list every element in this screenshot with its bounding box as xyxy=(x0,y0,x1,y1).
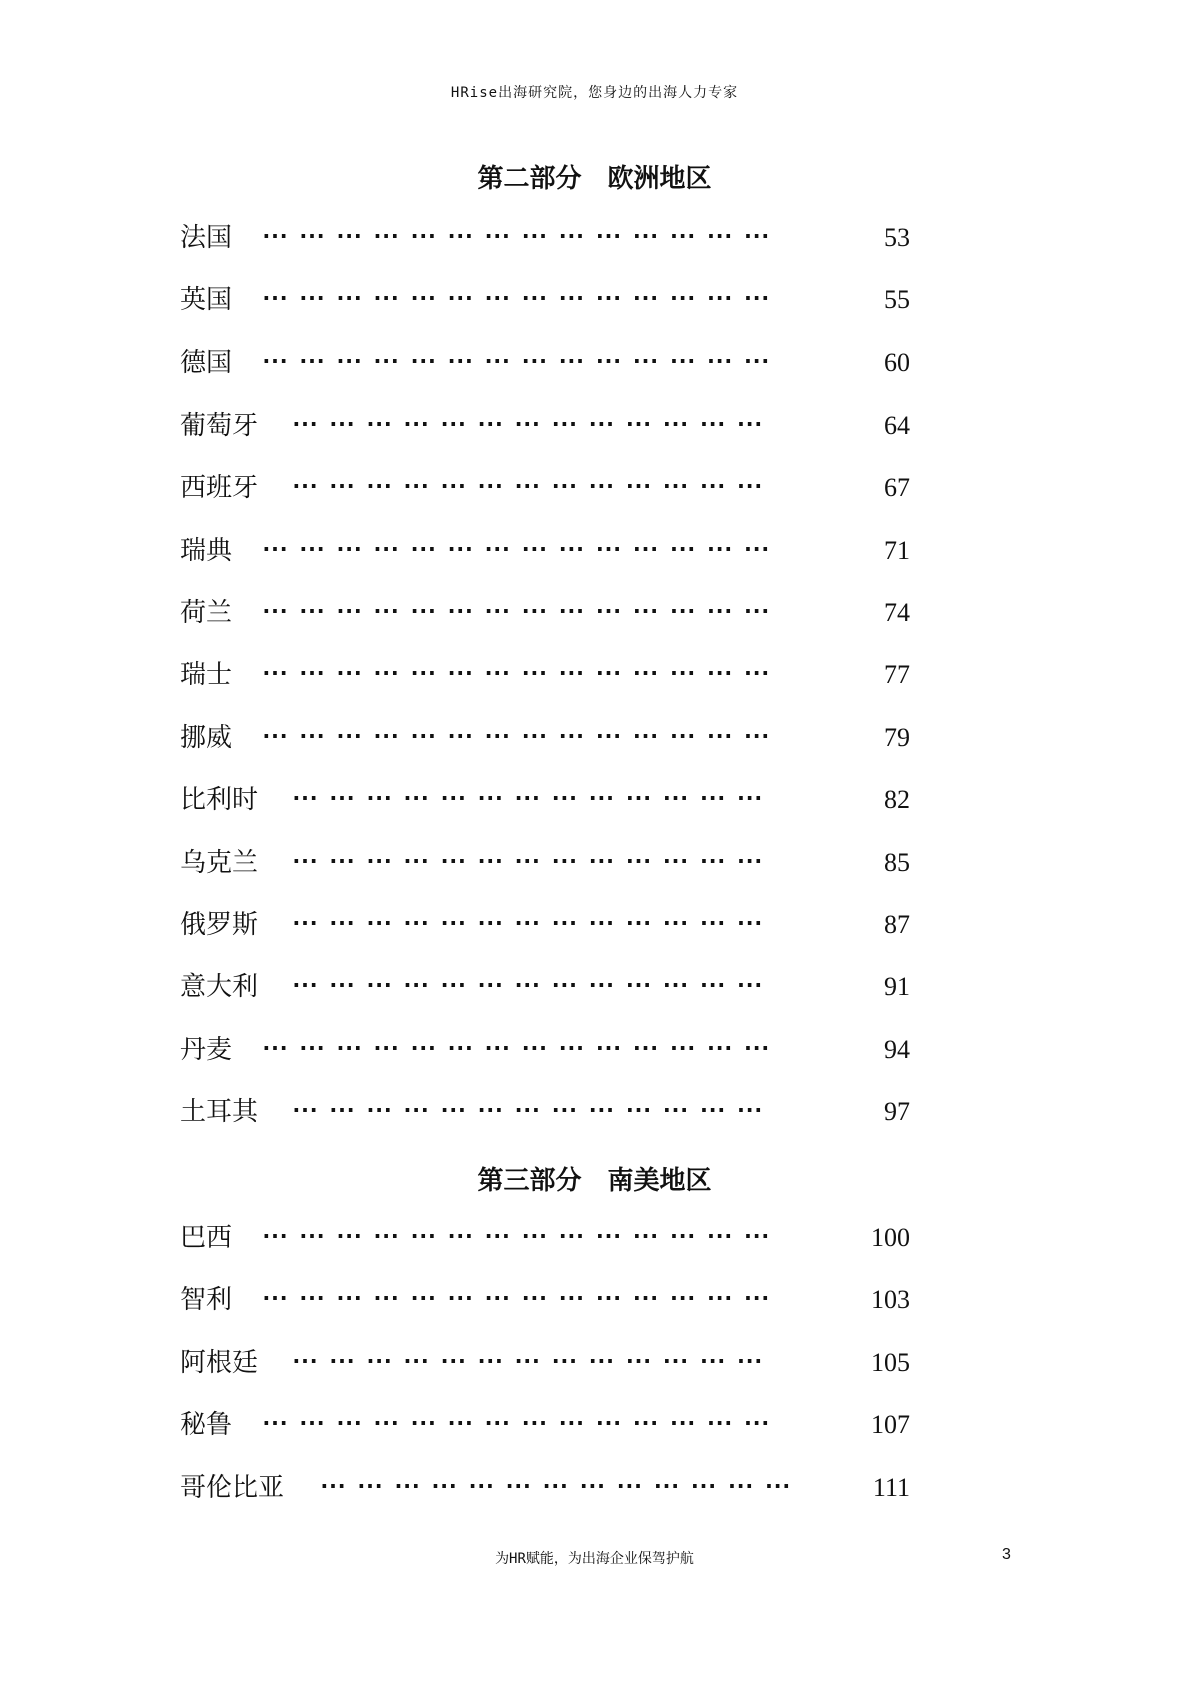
section-title-europe: 第二部分 欧洲地区 xyxy=(477,164,712,194)
dot-leader: ⋯ ⋯ ⋯ ⋯ ⋯ ⋯ ⋯ ⋯ ⋯ ⋯ ⋯ ⋯ ⋯ xyxy=(292,908,764,938)
toc-entry[interactable] xyxy=(180,343,910,383)
dot-leader: ⋯ ⋯ ⋯ ⋯ ⋯ ⋯ ⋯ ⋯ ⋯ ⋯ ⋯ ⋯ ⋯ ⋯ xyxy=(262,534,771,564)
entry-page-number: 107 xyxy=(871,1410,910,1439)
toc-entry[interactable] xyxy=(180,1030,910,1070)
dot-leader: ⋯ ⋯ ⋯ ⋯ ⋯ ⋯ ⋯ ⋯ ⋯ ⋯ ⋯ ⋯ ⋯ xyxy=(292,471,764,501)
dot-leader: ⋯ ⋯ ⋯ ⋯ ⋯ ⋯ ⋯ ⋯ ⋯ ⋯ ⋯ ⋯ ⋯ xyxy=(292,783,764,813)
toc-entry[interactable] xyxy=(180,593,910,633)
dot-leader: ⋯ ⋯ ⋯ ⋯ ⋯ ⋯ ⋯ ⋯ ⋯ ⋯ ⋯ ⋯ ⋯ ⋯ xyxy=(262,283,771,313)
dot-leader: ⋯ ⋯ ⋯ ⋯ ⋯ ⋯ ⋯ ⋯ ⋯ ⋯ ⋯ ⋯ ⋯ xyxy=(292,1095,764,1125)
toc-entry[interactable] xyxy=(180,218,910,258)
toc-entry[interactable] xyxy=(180,406,910,446)
dot-leader: ⋯ ⋯ ⋯ ⋯ ⋯ ⋯ ⋯ ⋯ ⋯ ⋯ ⋯ ⋯ ⋯ xyxy=(292,1346,764,1376)
entry-page-number: 100 xyxy=(871,1223,910,1252)
dot-leader: ⋯ ⋯ ⋯ ⋯ ⋯ ⋯ ⋯ ⋯ ⋯ ⋯ ⋯ ⋯ ⋯ ⋯ xyxy=(262,221,771,251)
entry-name: 英国 xyxy=(180,285,233,315)
toc-entry[interactable] xyxy=(180,1218,910,1258)
toc-entry[interactable] xyxy=(180,780,910,820)
entry-page-number: 111 xyxy=(872,1473,910,1502)
toc-entry[interactable] xyxy=(180,967,910,1007)
entry-name: 秘鲁 xyxy=(180,1410,233,1440)
entry-page-number: 77 xyxy=(884,660,910,689)
toc-entry[interactable] xyxy=(180,718,910,758)
entry-name: 西班牙 xyxy=(180,473,259,503)
entry-name: 俄罗斯 xyxy=(180,910,259,940)
toc-entry[interactable] xyxy=(180,905,910,945)
entry-page-number: 67 xyxy=(884,473,910,502)
entry-page-number: 64 xyxy=(884,411,910,440)
entry-name: 阿根廷 xyxy=(180,1348,259,1378)
entry-page-number: 82 xyxy=(884,785,910,814)
toc-entry[interactable] xyxy=(180,531,910,571)
toc-entry[interactable] xyxy=(180,1092,910,1132)
entry-page-number: 105 xyxy=(871,1348,910,1377)
entry-page-number: 94 xyxy=(884,1035,910,1064)
entry-page-number: 71 xyxy=(884,536,910,565)
entry-page-number: 53 xyxy=(884,223,910,252)
toc-entry[interactable] xyxy=(180,843,910,883)
entry-name: 乌克兰 xyxy=(180,848,259,878)
toc-entry[interactable] xyxy=(180,1280,910,1320)
entry-page-number: 55 xyxy=(884,285,910,314)
entry-name: 挪威 xyxy=(180,723,233,753)
entry-page-number: 103 xyxy=(871,1285,910,1314)
entry-page-number: 74 xyxy=(884,598,910,627)
entry-name: 丹麦 xyxy=(180,1035,233,1065)
toc-entry[interactable] xyxy=(180,280,910,320)
dot-leader: ⋯ ⋯ ⋯ ⋯ ⋯ ⋯ ⋯ ⋯ ⋯ ⋯ ⋯ ⋯ ⋯ xyxy=(320,1471,792,1501)
toc-entry[interactable] xyxy=(180,468,910,508)
dot-leader: ⋯ ⋯ ⋯ ⋯ ⋯ ⋯ ⋯ ⋯ ⋯ ⋯ ⋯ ⋯ ⋯ ⋯ xyxy=(262,1033,771,1063)
entry-name: 智利 xyxy=(180,1285,233,1315)
dot-leader: ⋯ ⋯ ⋯ ⋯ ⋯ ⋯ ⋯ ⋯ ⋯ ⋯ ⋯ ⋯ ⋯ xyxy=(292,409,764,439)
entry-name: 比利时 xyxy=(180,785,259,815)
dot-leader: ⋯ ⋯ ⋯ ⋯ ⋯ ⋯ ⋯ ⋯ ⋯ ⋯ ⋯ ⋯ ⋯ xyxy=(292,846,764,876)
page-number: 3 xyxy=(1002,1546,1011,1563)
entry-name: 巴西 xyxy=(180,1223,233,1253)
entry-name: 荷兰 xyxy=(180,598,233,628)
toc-entry[interactable] xyxy=(180,1343,910,1383)
dot-leader: ⋯ ⋯ ⋯ ⋯ ⋯ ⋯ ⋯ ⋯ ⋯ ⋯ ⋯ ⋯ ⋯ ⋯ xyxy=(262,721,771,751)
toc-entry[interactable] xyxy=(180,655,910,695)
dot-leader: ⋯ ⋯ ⋯ ⋯ ⋯ ⋯ ⋯ ⋯ ⋯ ⋯ ⋯ ⋯ ⋯ ⋯ xyxy=(262,596,771,626)
entry-name: 瑞典 xyxy=(180,536,233,566)
entry-name: 土耳其 xyxy=(180,1097,259,1127)
entry-page-number: 91 xyxy=(884,972,910,1001)
dot-leader: ⋯ ⋯ ⋯ ⋯ ⋯ ⋯ ⋯ ⋯ ⋯ ⋯ ⋯ ⋯ ⋯ ⋯ xyxy=(262,1408,771,1438)
dot-leader: ⋯ ⋯ ⋯ ⋯ ⋯ ⋯ ⋯ ⋯ ⋯ ⋯ ⋯ ⋯ ⋯ ⋯ xyxy=(262,658,771,688)
dot-leader: ⋯ ⋯ ⋯ ⋯ ⋯ ⋯ ⋯ ⋯ ⋯ ⋯ ⋯ ⋯ ⋯ xyxy=(292,970,764,1000)
toc-entry[interactable] xyxy=(180,1405,910,1445)
running-header: HRise出海研究院，您身边的出海人力专家 xyxy=(450,85,739,101)
entry-page-number: 60 xyxy=(884,348,910,377)
entry-name: 意大利 xyxy=(180,972,259,1002)
entry-name: 哥伦比亚 xyxy=(180,1473,285,1503)
dot-leader: ⋯ ⋯ ⋯ ⋯ ⋯ ⋯ ⋯ ⋯ ⋯ ⋯ ⋯ ⋯ ⋯ ⋯ xyxy=(262,1221,771,1251)
entry-name: 德国 xyxy=(180,348,233,378)
entry-page-number: 97 xyxy=(884,1097,910,1126)
entry-page-number: 85 xyxy=(884,848,910,877)
dot-leader: ⋯ ⋯ ⋯ ⋯ ⋯ ⋯ ⋯ ⋯ ⋯ ⋯ ⋯ ⋯ ⋯ ⋯ xyxy=(262,1283,771,1313)
running-footer: 为HR赋能，为出海企业保驾护航 xyxy=(495,1551,694,1567)
entry-page-number: 79 xyxy=(884,723,910,752)
dot-leader: ⋯ ⋯ ⋯ ⋯ ⋯ ⋯ ⋯ ⋯ ⋯ ⋯ ⋯ ⋯ ⋯ ⋯ xyxy=(262,346,771,376)
section-title-south-america: 第三部分 南美地区 xyxy=(477,1166,712,1196)
toc-entry[interactable] xyxy=(180,1468,910,1508)
entry-name: 法国 xyxy=(180,223,233,253)
entry-page-number: 87 xyxy=(884,910,910,939)
entry-name: 葡萄牙 xyxy=(180,411,259,441)
entry-name: 瑞士 xyxy=(180,660,233,690)
